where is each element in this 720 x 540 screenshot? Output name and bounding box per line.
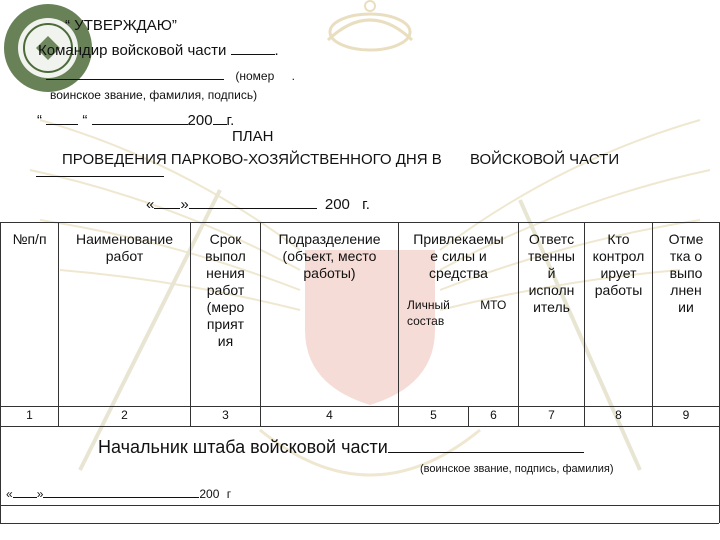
approval-date-mid: “ xyxy=(82,112,88,129)
approval-month-blank xyxy=(92,110,188,125)
number-tail: . xyxy=(291,69,295,83)
plan-date-open: « xyxy=(146,196,155,213)
col-number-6: 6 xyxy=(469,407,519,427)
col-number-1: 1 xyxy=(1,407,59,427)
footer-date-suffix: г xyxy=(226,487,232,501)
header-responsible: Ответс твенны й исполн итель xyxy=(519,223,585,407)
plan-title: ПЛАН xyxy=(232,128,274,145)
header-note: Отме тка о выпо лнен ии xyxy=(653,223,720,407)
plan-subtitle-left: ПРОВЕДЕНИЯ ПАРКОВО-ХОЗЯЙСТВЕННОГО ДНЯ В xyxy=(62,151,442,168)
table-number-row xyxy=(1,407,720,427)
crown-icon xyxy=(328,1,412,50)
header-controller: Кто контрол ирует работы xyxy=(585,223,653,407)
header-work-name: Наименование работ xyxy=(59,223,191,407)
plan-subtitle-right: ВОЙСКОВОЙ ЧАСТИ xyxy=(470,151,620,168)
chief-of-staff-label: Начальник штаба войсковой части xyxy=(98,437,388,457)
sign-hint: (воинское звание, подпись, фамилия) xyxy=(420,463,614,475)
col-number-4: 4 xyxy=(261,407,399,427)
header-personnel: Личный состав xyxy=(399,295,469,407)
plan-day-blank xyxy=(154,194,180,209)
chief-of-staff-line xyxy=(98,435,584,458)
number-hint-line xyxy=(46,65,295,83)
footer-bottom-line xyxy=(0,523,719,524)
approval-date-open: “ xyxy=(37,112,42,129)
unit-number-underline xyxy=(36,176,164,177)
footer-date-close: » xyxy=(36,487,44,501)
plan-date-close: » xyxy=(180,196,189,213)
header-mto: МТО xyxy=(469,295,519,407)
col-number-5: 5 xyxy=(399,407,469,427)
footer-date-open: « xyxy=(6,487,13,501)
header-term: Срок выпол нения работ (меро прият ия xyxy=(191,223,261,407)
approval-day-blank xyxy=(46,110,78,125)
footer-month-blank xyxy=(43,485,199,498)
commander-label: Командир войсковой части xyxy=(38,42,227,59)
unit-name-blank xyxy=(46,65,224,80)
plan-month-blank xyxy=(189,194,317,209)
plan-year: 200 xyxy=(324,196,350,213)
commander-tail: . xyxy=(274,42,279,59)
approval-year: 200 xyxy=(187,112,213,129)
approval-year-blank xyxy=(213,110,227,125)
plan-date-suffix: г. xyxy=(362,196,370,213)
approval-heading: “ УТВЕРЖДАЮ” xyxy=(65,17,177,34)
table-header-row xyxy=(1,223,720,295)
approval-date-suffix: г. xyxy=(226,112,235,129)
unit-number-blank xyxy=(231,40,275,55)
col-number-2: 2 xyxy=(59,407,191,427)
commander-line xyxy=(38,40,279,59)
approval-date xyxy=(37,110,234,129)
rank-hint: воинское звание, фамилия, подпись) xyxy=(50,88,258,102)
footer-year: 200 xyxy=(199,487,220,501)
footer-date xyxy=(6,485,231,501)
header-unit: Подразделение (объект, место работы) xyxy=(261,223,399,407)
footer-divider xyxy=(0,505,719,506)
chief-signature-blank xyxy=(388,435,584,453)
footer-day-blank xyxy=(13,485,37,498)
plan-table xyxy=(0,222,720,427)
col-number-7: 7 xyxy=(519,407,585,427)
col-number-3: 3 xyxy=(191,407,261,427)
header-forces: Привлекаемы е силы и средства xyxy=(399,223,519,295)
col-number-8: 8 xyxy=(585,407,653,427)
plan-date xyxy=(146,194,370,213)
header-num: №п/п xyxy=(1,223,59,407)
number-hint: (номер xyxy=(235,69,275,83)
col-number-9: 9 xyxy=(653,407,720,427)
footer-left-border xyxy=(0,427,1,523)
